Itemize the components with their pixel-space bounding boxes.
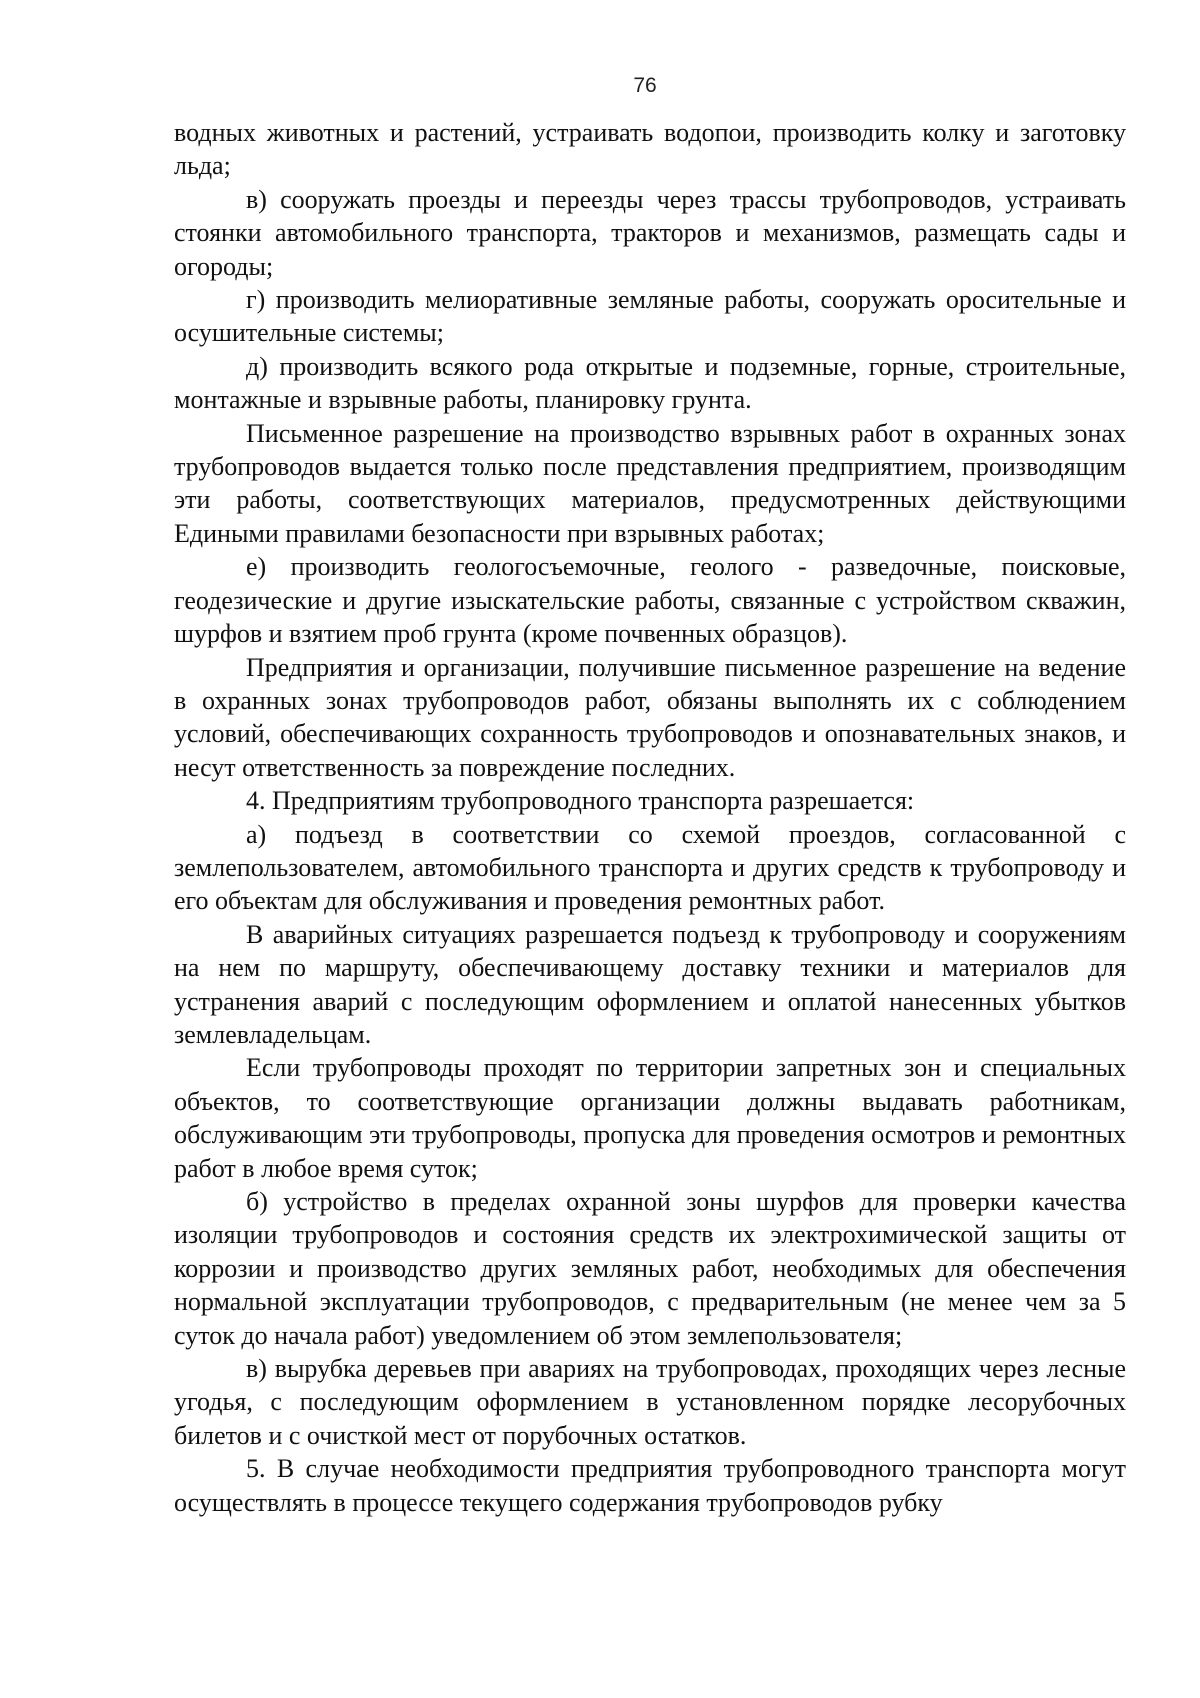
paragraph: а) подъезд в соответствии со схемой проездов, согласованной с землепользователем, автомобильного транспорта и других средств к трубопроводу и его объектам для обслуживания и проведения ремонтных работ. bbox=[174, 819, 1126, 916]
paragraph: В аварийных ситуациях разрешается подъезд к трубопроводу и сооружениям на нем по маршруту, обеспечивающему доставку техники и материалов для устранения аварий с последующим оформлением и оплатой нанесенных убытков землевладельцам. bbox=[174, 919, 1126, 1049]
paragraph: 4. Предприятиям трубопроводного транспорта разрешается: bbox=[246, 786, 915, 816]
paragraph: Письменное разрешение на производство взрывных работ в охранных зонах трубопроводов выдается только после представления предприятием, производящим эти работы, соответствующих материалов, предусмотренных действующими Едиными правилами безопасности при взрывных работах; bbox=[174, 418, 1126, 548]
paragraph: г) производить мелиоративные земляные работы, сооружать оросительные и осушительные системы; bbox=[174, 285, 1126, 348]
paragraph: д) производить всякого рода открытые и подземные, горные, строительные, монтажные и взрывные работы, планировку грунта. bbox=[174, 351, 1126, 415]
paragraph: Если трубопроводы проходят по территории запретных зон и специальных объектов, то соответствующие организации должны выдавать работникам, обслуживающим эти трубопроводы, пропуска для проведения осмотров и ремонтных работ в любое время суток; bbox=[174, 1053, 1126, 1183]
paragraph: водных животных и растений, устраивать водопои, производить колку и заготовку льда; bbox=[174, 118, 1126, 181]
paragraph: б) устройство в пределах охранной зоны шурфов для проверки качества изоляции трубопроводов и состояния средств их электрохимической защиты от коррозии и производство других земляных работ, необходимых для обеспечения нормальной эксплуатации трубопроводов, с предварительным (не менее чем за 5 суток до начала работ) уведомлением об этом землепользователя; bbox=[174, 1187, 1126, 1350]
paragraph: е) производить геологосъемочные, геолого - разведочные, поисковые, геодезические и другие изыскательские работы, связанные с устройством скважин, шурфов и взятием проб грунта (кроме почвенных образцов). bbox=[174, 552, 1126, 649]
document-body bbox=[174, 116, 1126, 1519]
paragraph: Предприятия и организации, получившие письменное разрешение на ведение в охранных зонах трубопроводов работ, обязаны выполнять их с соблюдением условий, обеспечивающих сохранность трубопроводов и опознавательных знаков, и несут ответственность за повреждение последних. bbox=[174, 652, 1126, 782]
paragraph: в) сооружать проезды и переезды через трассы трубопроводов, устраивать стоянки автомобильного транспорта, тракторов и механизмов, размещать сады и огороды; bbox=[174, 184, 1126, 281]
paragraph: 5. В случае необходимости предприятия трубопроводного транспорта могут осуществлять в процессе текущего содержания трубопроводов рубку bbox=[174, 1454, 1126, 1517]
paragraph: в) вырубка деревьев при авариях на трубопроводах, проходящих через лесные угодья, с последующим оформлением в установленном порядке лесорубочных билетов и с очисткой мест от порубочных остатков. bbox=[174, 1354, 1126, 1450]
page-number: 76 bbox=[633, 74, 657, 97]
